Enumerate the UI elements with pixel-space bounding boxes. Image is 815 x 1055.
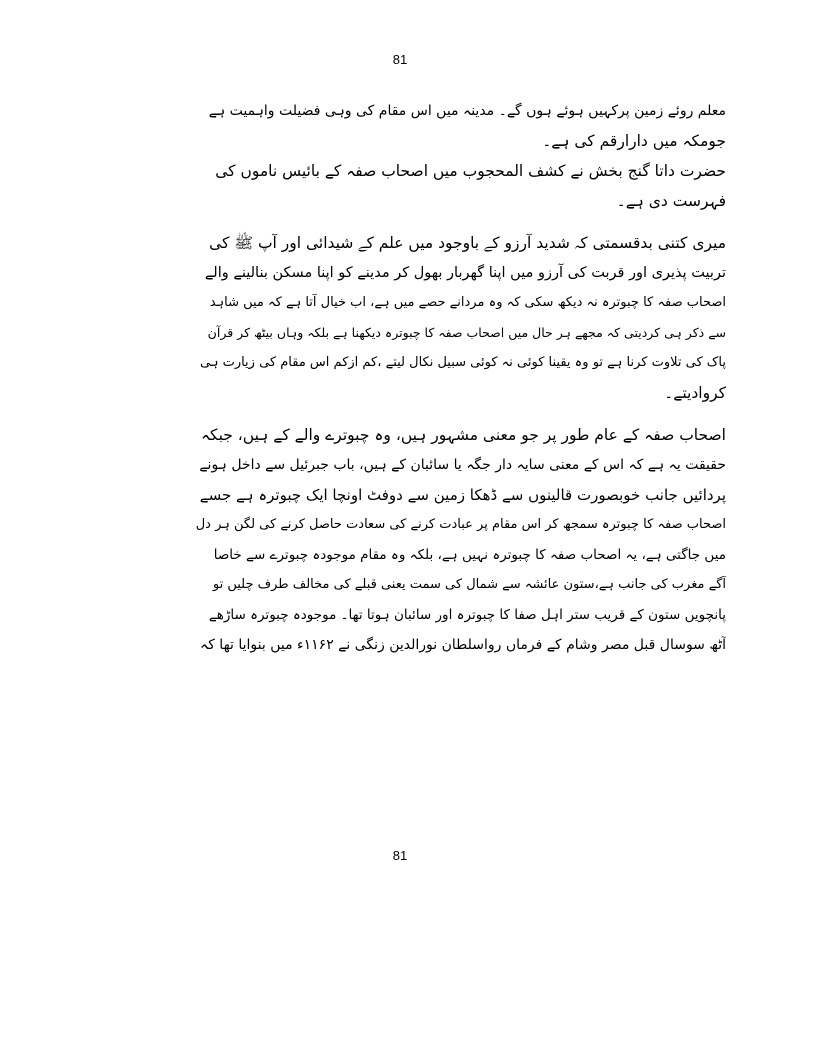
text-line: میں جاگتی ہے، یہ اصحاب صفہ کا چبوترہ نہیں ہے، بلکہ وہ مقام موجودہ چبوترے سے خاصا	[213, 547, 726, 563]
text-line: اصحاب صفہ کا چبوترہ سمجھ کر اس مقام پر عبادت کرنے کی سعادت حاصل کرنے کی لگن ہر دل	[196, 517, 726, 532]
text-line: میری کتنی بدقسمتی کہ شدید آرزو کے باوجود میں علم کے شیدائی اور آپ ﷺ کی	[209, 234, 726, 252]
text-line: آٹھ سوسال قبل مصر وشام کے فرماں رواسلطان نورالدین زنگی نے ۱۱۶۲ء میں بنوایا تھا کہ	[199, 637, 726, 653]
text-line: حقیقت یہ ہے کہ اس کے معنی سایہ دار جگہ یا سائبان کے ہیں، باب جبرئیل سے داخل ہونے	[199, 457, 726, 473]
text-line: اصحاب صفہ کے عام طور پر جو معنی مشہور ہیں، وہ چبوترے والے کے ہیں، جبکہ	[200, 426, 726, 444]
text-line: پاک کی تلاوت کرنا ہے تو وہ یقینا کوئی نہ کوئی سبیل نکال لیتے ،کم ازکم اس مقام کی زیارت ہی	[200, 355, 726, 370]
text-line: حضرت داتا گنج بخش نے کشف المحجوب میں اصحاب صفہ کے بائیس ناموں کی	[215, 162, 726, 180]
text-line: تربیت پذیری اور قربت کی آرزو میں اپنا گھربار بھول کر مدینے کو اپنا مسکن بنالینے والے	[204, 265, 726, 281]
text-line: جومکہ میں دارارقم کی ہے۔	[542, 132, 726, 150]
text-line: پانچویں ستون کے قریب ستر اہل صفا کا چبوترہ اور سائبان ہوتا تھا۔ موجودہ چبوترہ ساڑھے	[208, 607, 726, 623]
paragraph-gap	[196, 216, 726, 228]
text-line: پردائیں جانب خوبصورت قالینوں سے ڈھکا زمین سے دوفٹ اونچا ایک چبوترہ ہے جسے	[199, 486, 726, 504]
paragraph-gap	[196, 408, 726, 420]
text-line: آگے مغرب کی جانب ہے،ستون عائشہ سے شمال کی سمت یعنی قبلے کی مخالف طرف چلیں تو	[212, 577, 726, 592]
text-line: اصحاب صفہ کا چبوترہ نہ دیکھ سکی کہ وہ مردانے حصے میں ہے، اب خیال آتا ہے کہ میں شاہد	[209, 295, 726, 310]
page-number-top: 81	[392, 52, 408, 67]
body-text	[196, 96, 726, 660]
text-line: سے ذکر ہی کردیتی کہ مجھے ہر حال میں اصحاب صفہ کا چبوترہ دیکھنا ہے بلکہ وہاں بیٹھ کر قرآن	[207, 325, 726, 340]
text-line: کروادیتے۔	[664, 384, 726, 402]
page-number-bottom: 81	[392, 848, 408, 863]
text-line: معلم روئے زمین پرکہیں ہوئے ہوں گے۔ مدینہ میں اس مقام کی وہی فضیلت واہمیت ہے	[208, 103, 726, 119]
text-line: فہرست دی ہے۔	[616, 192, 726, 210]
